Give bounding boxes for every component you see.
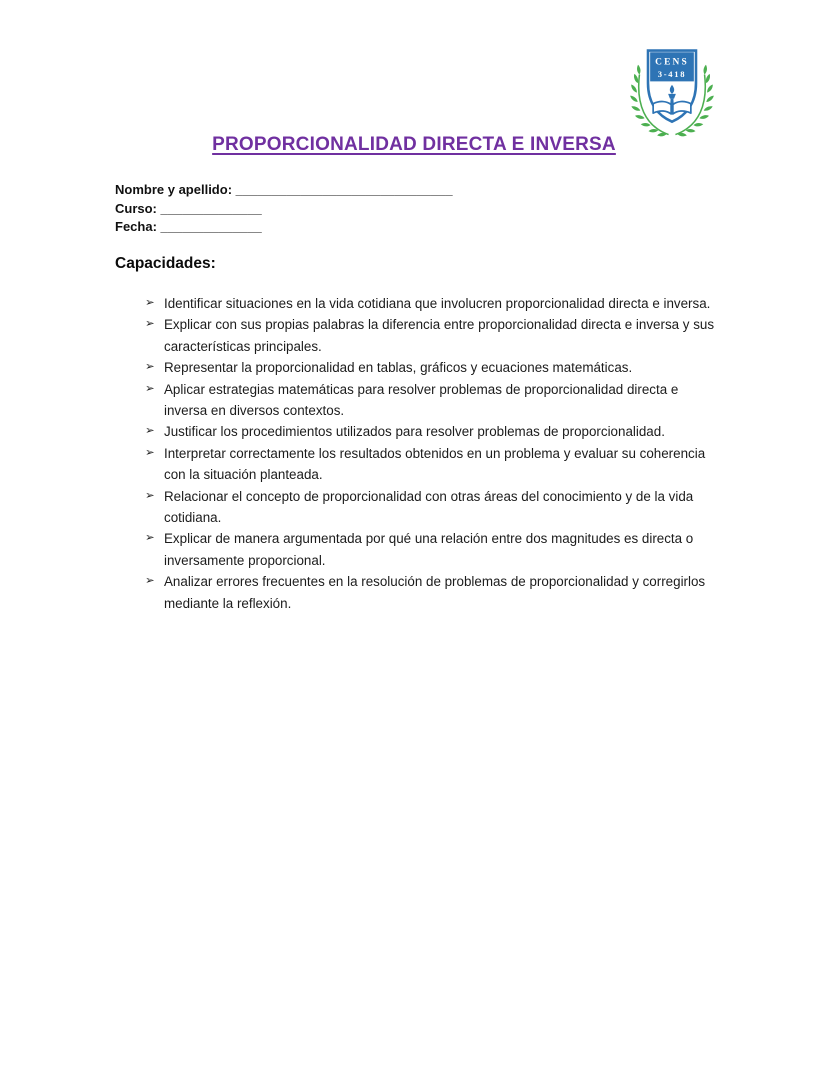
list-item-text: Identificar situaciones en la vida cotidiana que involucren proporcionalidad directa e inversa.: [164, 296, 711, 311]
arrow-bullet-icon: ➢: [145, 425, 155, 438]
date-field: [115, 218, 715, 237]
course-field-blank: ______________: [160, 200, 262, 216]
list-item: [145, 379, 717, 422]
list-item: [145, 443, 717, 486]
list-item-text: Analizar errores frecuentes en la resolución de problemas de proporcionalidad y corregirlos mediante la reflexión.: [164, 574, 706, 611]
course-field: [115, 200, 715, 219]
list-item-text: Explicar de manera argumentada por qué una relación entre dos magnitudes es directa o inversamente proporcional.: [164, 531, 694, 568]
cens-shield-logo: [628, 42, 716, 138]
name-field-blank: ______________________________: [235, 182, 453, 197]
page-title: PROPORCIONALIDAD DIRECTA E INVERSA: [212, 134, 616, 155]
list-item-text: Aplicar estrategias matemáticas para resolver problemas de proporcionalidad directa e inversa en diversos contextos.: [164, 381, 679, 419]
date-field-label: Fecha:: [115, 219, 157, 235]
list-item: [145, 528, 717, 571]
arrow-bullet-icon: ➢: [145, 318, 155, 331]
list-item: [145, 421, 717, 442]
capacidades-list: [145, 293, 717, 614]
list-item-text: Interpretar correctamente los resultados obtenidos en un problema y evaluar su coherencia con la situación planteada.: [164, 445, 706, 483]
shield-icon: [648, 51, 696, 122]
list-item-text: Justificar los procedimientos utilizados para resolver problemas de proporcionalidad.: [164, 424, 665, 440]
logo-acronym: CENS: [655, 57, 689, 68]
logo-number: 3-418: [657, 69, 687, 80]
list-item: [145, 314, 717, 357]
header-fields: [115, 181, 715, 237]
name-field-label: Nombre y apellido:: [115, 182, 233, 197]
school-logo: [628, 42, 716, 138]
list-item-text: Relacionar el concepto de proporcionalidad con otras áreas del conocimiento y de la vida cotidiana.: [164, 488, 694, 526]
list-item: [145, 357, 717, 378]
list-item-text: Explicar con sus propias palabras la diferencia entre proporcionalidad directa e inversa y sus características principales.: [164, 317, 715, 354]
arrow-bullet-icon: ➢: [145, 489, 155, 502]
arrow-bullet-icon: ➢: [145, 297, 155, 309]
arrow-bullet-icon: ➢: [145, 532, 155, 545]
list-item: [145, 293, 717, 314]
course-field-label: Curso:: [115, 200, 157, 216]
name-field: [115, 181, 715, 200]
list-item: [145, 486, 717, 529]
arrow-bullet-icon: ➢: [145, 575, 155, 588]
arrow-bullet-icon: ➢: [145, 361, 155, 374]
date-field-blank: ______________: [160, 219, 262, 235]
arrow-bullet-icon: ➢: [145, 446, 155, 459]
arrow-bullet-icon: ➢: [145, 382, 155, 395]
list-item-text: Representar la proporcionalidad en tablas, gráficos y ecuaciones matemáticas.: [164, 360, 633, 376]
section-heading: Capacidades:: [115, 255, 216, 272]
list-item: [145, 571, 717, 614]
